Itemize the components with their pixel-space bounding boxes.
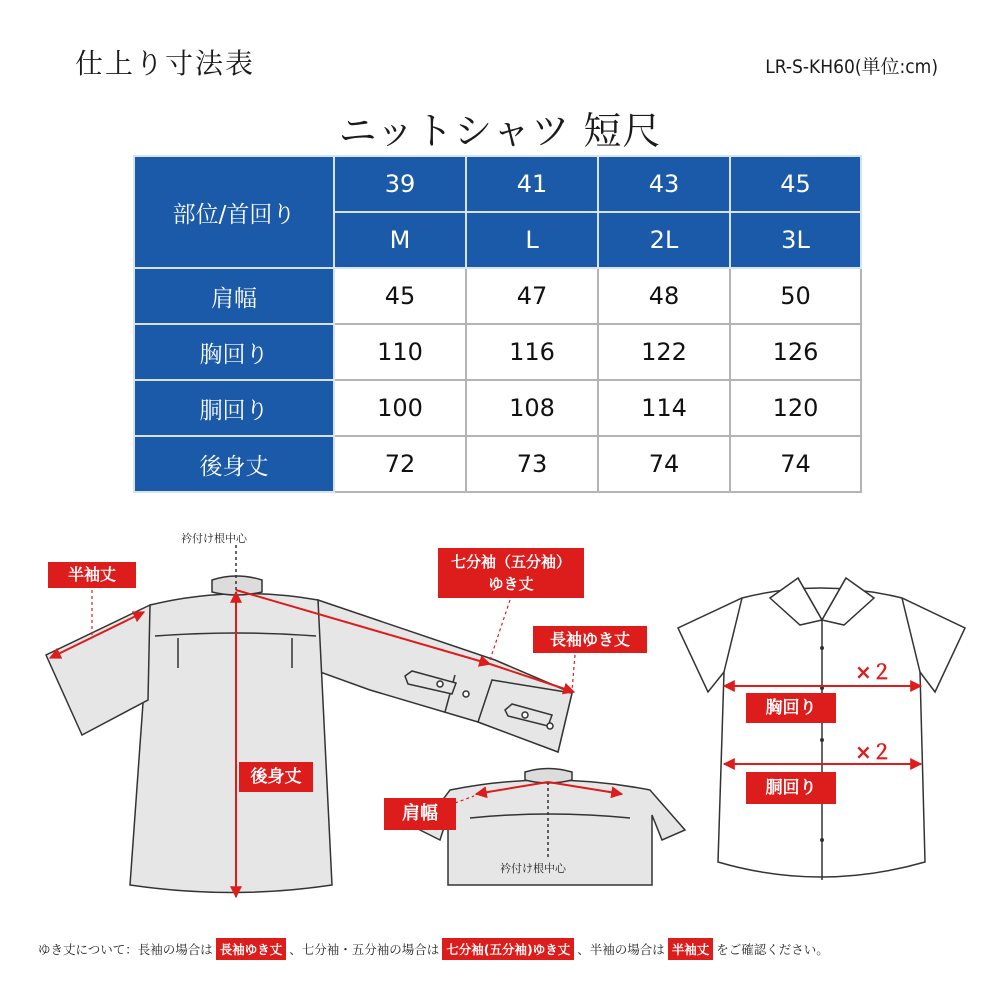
letter-size-cell: M: [334, 212, 466, 268]
row-label: 胸回り: [134, 324, 334, 380]
table-cell: 73: [466, 436, 598, 492]
waist-tag: 胴回り: [746, 772, 836, 804]
seven-sleeve-tag: [438, 548, 584, 598]
row-label: 後身丈: [134, 436, 334, 492]
table-cell: 114: [598, 380, 730, 436]
half-sleeve-tag: 半袖丈: [48, 562, 136, 588]
main-title: ニットシャツ 短尺: [338, 109, 662, 153]
front-view-shirt: [678, 578, 965, 880]
table-cell: 122: [598, 324, 730, 380]
chest-times-two: ×２: [855, 660, 892, 684]
waist-times-two: ×２: [855, 740, 892, 764]
table-cell: 72: [334, 436, 466, 492]
table-cell: 126: [730, 324, 861, 380]
chest-tag: 胸回り: [746, 693, 836, 723]
footnote: [38, 938, 978, 960]
collar-center-label-top: 衿付け根中心: [181, 532, 247, 545]
back-length-tag: 後身丈: [239, 762, 313, 792]
neck-size-cell: 41: [466, 156, 598, 212]
table-cell: 100: [334, 380, 466, 436]
row-label: 胴回り: [134, 380, 334, 436]
table-corner-label: 部位/首回り: [134, 156, 334, 268]
table-cell: 48: [598, 268, 730, 324]
table-cell: 47: [466, 268, 598, 324]
header-code: LR-S-KH60(単位:cm): [765, 56, 938, 78]
footnote-tag-long-sleeve: 長袖ゆき丈: [216, 938, 287, 960]
letter-size-cell: L: [466, 212, 598, 268]
table-cell: 120: [730, 380, 861, 436]
long-sleeve-tag: 長袖ゆき丈: [533, 626, 647, 653]
table-cell: 45: [334, 268, 466, 324]
table-cell: 116: [466, 324, 598, 380]
seven-sleeve-line2: ゆき丈: [488, 575, 534, 593]
neck-size-cell: 39: [334, 156, 466, 212]
footnote-text-2: 、七分袖・五分袖の場合は: [289, 942, 440, 957]
table-cell: 74: [730, 436, 861, 492]
shoulder-tag: 肩幅: [384, 798, 456, 830]
footnote-text-4: をご確認ください。: [716, 942, 829, 957]
collar-center-label-bottom: 衿付け根中心: [500, 862, 566, 875]
footnote-tag-half-sleeve: 半袖丈: [668, 938, 714, 960]
neck-size-cell: 43: [598, 156, 730, 212]
letter-size-cell: 2L: [598, 212, 730, 268]
footnote-tag-seven-sleeve: 七分袖(五分袖)ゆき丈: [442, 938, 574, 960]
table-cell: 74: [598, 436, 730, 492]
letter-size-cell: 3L: [730, 212, 861, 268]
table-cell: 110: [334, 324, 466, 380]
seven-sleeve-line1: 七分袖（五分袖）: [450, 553, 571, 571]
table-cell: 108: [466, 380, 598, 436]
header-title: 仕上り寸法表: [75, 47, 256, 80]
footnote-text-1: ゆき丈について：長袖の場合は: [38, 942, 213, 957]
row-label: 肩幅: [134, 268, 334, 324]
neck-size-cell: 45: [730, 156, 861, 212]
table-cell: 50: [730, 268, 861, 324]
footnote-text-3: 、半袖の場合は: [577, 942, 665, 957]
